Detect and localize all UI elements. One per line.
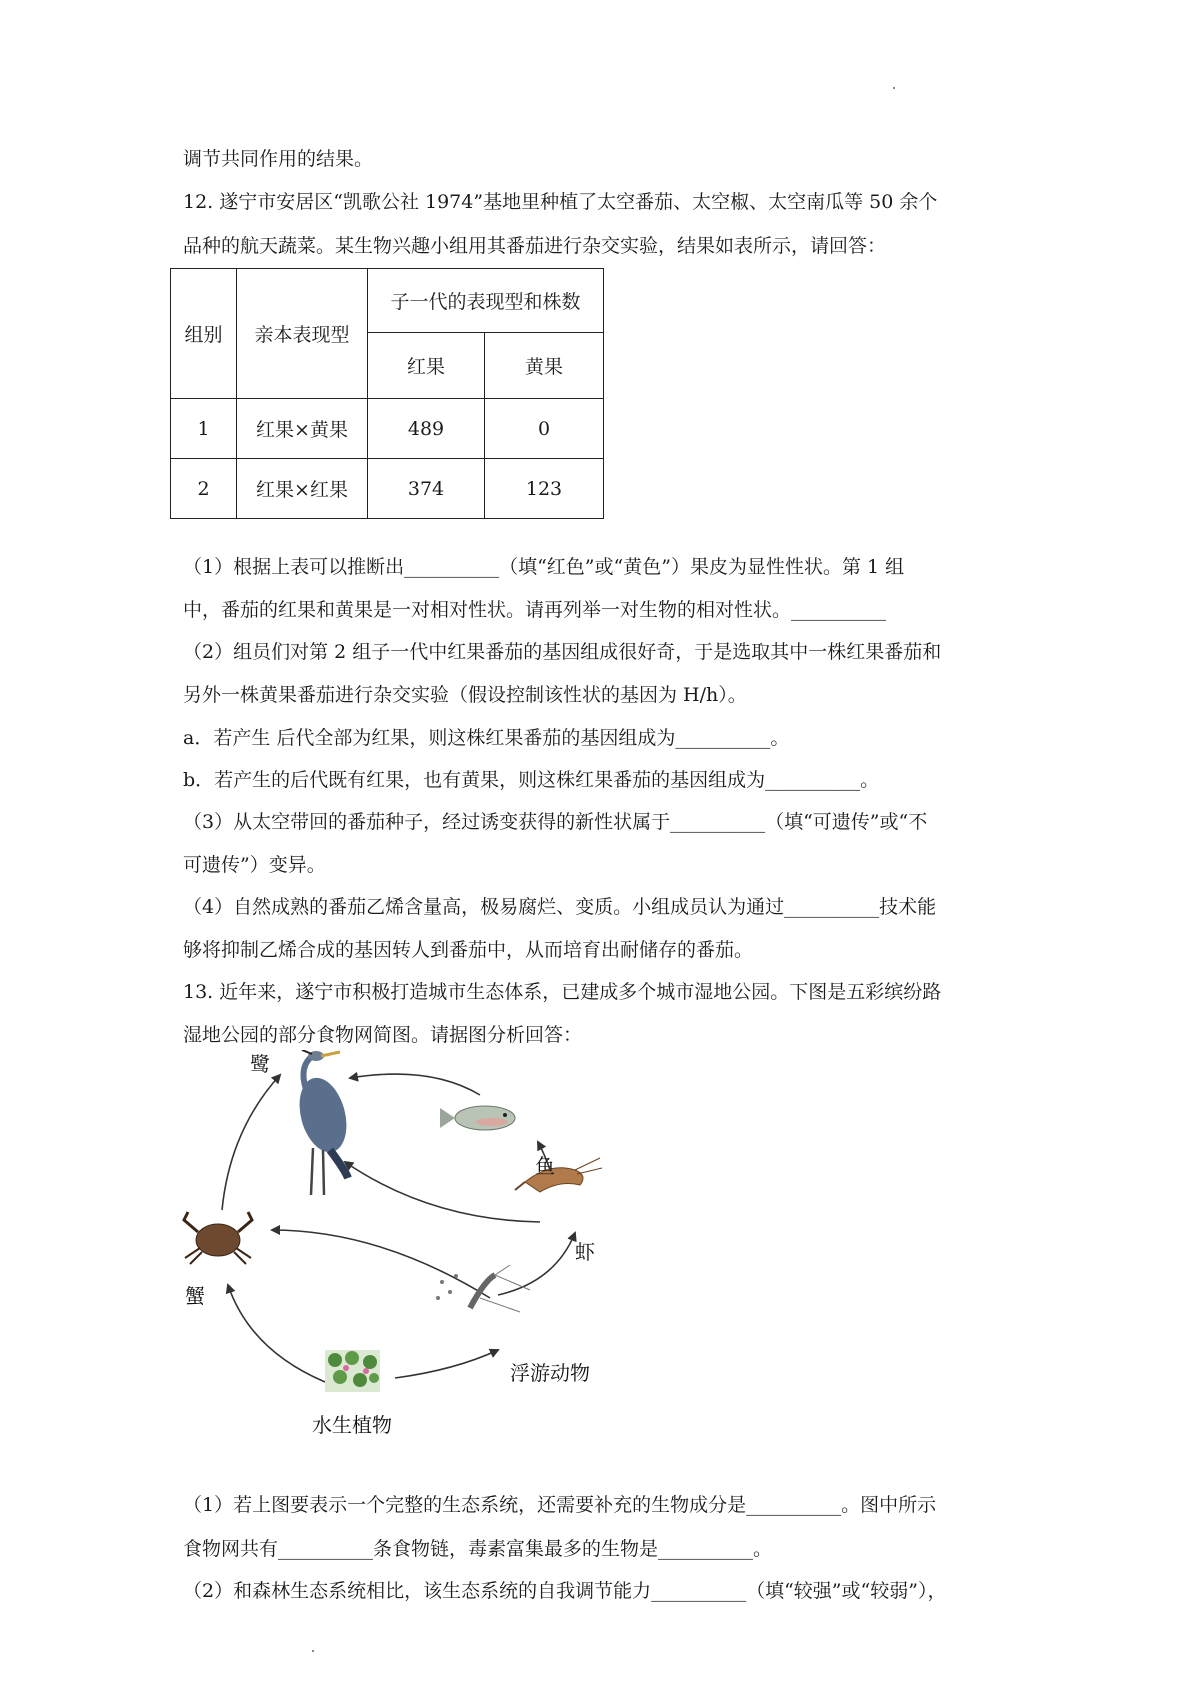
scan-speck — [893, 87, 895, 89]
text-line: 中，番茄的红果和黄果是一对相对性状。请再列举一对生物的相对性状。__________ — [183, 599, 887, 621]
arrow-crab-to-heron — [222, 1075, 280, 1210]
aquatic-plant-icon — [325, 1350, 380, 1392]
text-line: （3）从太空带回的番茄种子，经过诱变获得的新性状属于__________（填“可遗传”或“不 — [183, 811, 928, 833]
text-line: （2）和森林生态系统相比，该生态系统的自我调节能力__________（填“较强”或“较弱”）， — [183, 1580, 947, 1602]
text-line: （1）根据上表可以推断出__________（填“红色”或“黄色”）果皮为显性性状。第 1 组 — [183, 556, 905, 578]
text-line: 调节共同作用的结果。 — [183, 148, 374, 170]
table-row — [171, 459, 604, 519]
table-cell: 红果×黄果 — [237, 399, 368, 459]
heron-icon — [292, 1050, 354, 1195]
food-web-diagram — [180, 1050, 650, 1445]
table-cell: 123 — [485, 459, 604, 519]
text-line: a．若产生 后代全部为红果，则这株红果番茄的基因组成为__________。 — [183, 727, 790, 749]
label-aquatic-plants: 水生植物 — [312, 1413, 392, 1437]
question-13-text: 13. 近年来，遂宁市积极打造城市生态体系，已建成多个城市湿地公园。下图是五彩缤纷路 — [183, 981, 942, 1003]
table-header-group: 组别 — [171, 269, 237, 399]
fish-icon — [440, 1106, 515, 1130]
text-line: 品种的航天蔬菜。某生物兴趣小组用其番茄进行杂交实验，结果如表所示，请回答： — [183, 235, 887, 257]
table-cell: 374 — [368, 459, 485, 519]
text-line: 另外一株黄果番茄进行杂交实验（假设控制该性状的基因为 H/h）。 — [183, 684, 747, 706]
label-zooplankton: 浮游动物 — [510, 1361, 590, 1385]
text-line: （2）组员们对第 2 组子一代中红果番茄的基因组成很好奇，于是选取其中一株红果番茄和 — [183, 641, 942, 663]
table-cell: 红果×红果 — [237, 459, 368, 519]
table-header-yellow: 黄果 — [485, 333, 604, 399]
arrow-plants-to-crab — [228, 1285, 325, 1382]
text-line: （1）若上图要表示一个完整的生态系统，还需要补充的生物成分是__________。图中所示 — [183, 1494, 937, 1516]
text-line: 够将抑制乙烯合成的基因转人到番茄中，从而培育出耐储存的番茄。 — [183, 939, 754, 961]
table-cell: 489 — [368, 399, 485, 459]
arrow-plants-to-zooplankton — [395, 1350, 498, 1378]
arrow-fish-to-heron — [350, 1074, 480, 1095]
arrow-zooplankton-to-shrimp — [498, 1233, 575, 1295]
table-header-parent: 亲本表现型 — [237, 269, 368, 399]
text-line: （4）自然成熟的番茄乙烯含量高，极易腐烂、变质。小组成员认为通过__________技术能 — [183, 896, 937, 918]
shrimp-icon — [515, 1158, 602, 1192]
table-header-offspring: 子一代的表现型和株数 — [368, 269, 604, 333]
table-cell: 1 — [171, 399, 237, 459]
cross-results-table — [170, 268, 604, 519]
table-cell: 0 — [485, 399, 604, 459]
zooplankton-icon — [436, 1265, 530, 1312]
text-line: b．若产生的后代既有红果，也有黄果，则这株红果番茄的基因组成为__________。 — [183, 769, 880, 791]
table-cell: 2 — [171, 459, 237, 519]
label-shrimp: 虾 — [575, 1240, 595, 1264]
text-line: 食物网共有__________条食物链，毒素富集最多的生物是__________。 — [183, 1538, 773, 1560]
text-line: 湿地公园的部分食物网简图。请据图分析回答： — [183, 1024, 583, 1046]
label-heron: 鹭 — [250, 1052, 270, 1076]
arrow-shrimp-to-heron — [345, 1162, 540, 1222]
table-row — [171, 399, 604, 459]
crab-icon — [184, 1212, 252, 1264]
arrow-zooplankton-to-crab — [272, 1230, 490, 1298]
question-12-text: 12. 遂宁市安居区“凯歌公社 1974”基地里种植了太空番茄、太空椒、太空南瓜等 50 余个 — [183, 191, 938, 213]
scan-speck — [312, 1650, 314, 1652]
label-fish: 鱼 — [535, 1154, 555, 1178]
table-header-red: 红果 — [368, 333, 485, 399]
label-crab: 蟹 — [185, 1284, 205, 1308]
text-line: 可遗传”）变异。 — [183, 854, 326, 876]
